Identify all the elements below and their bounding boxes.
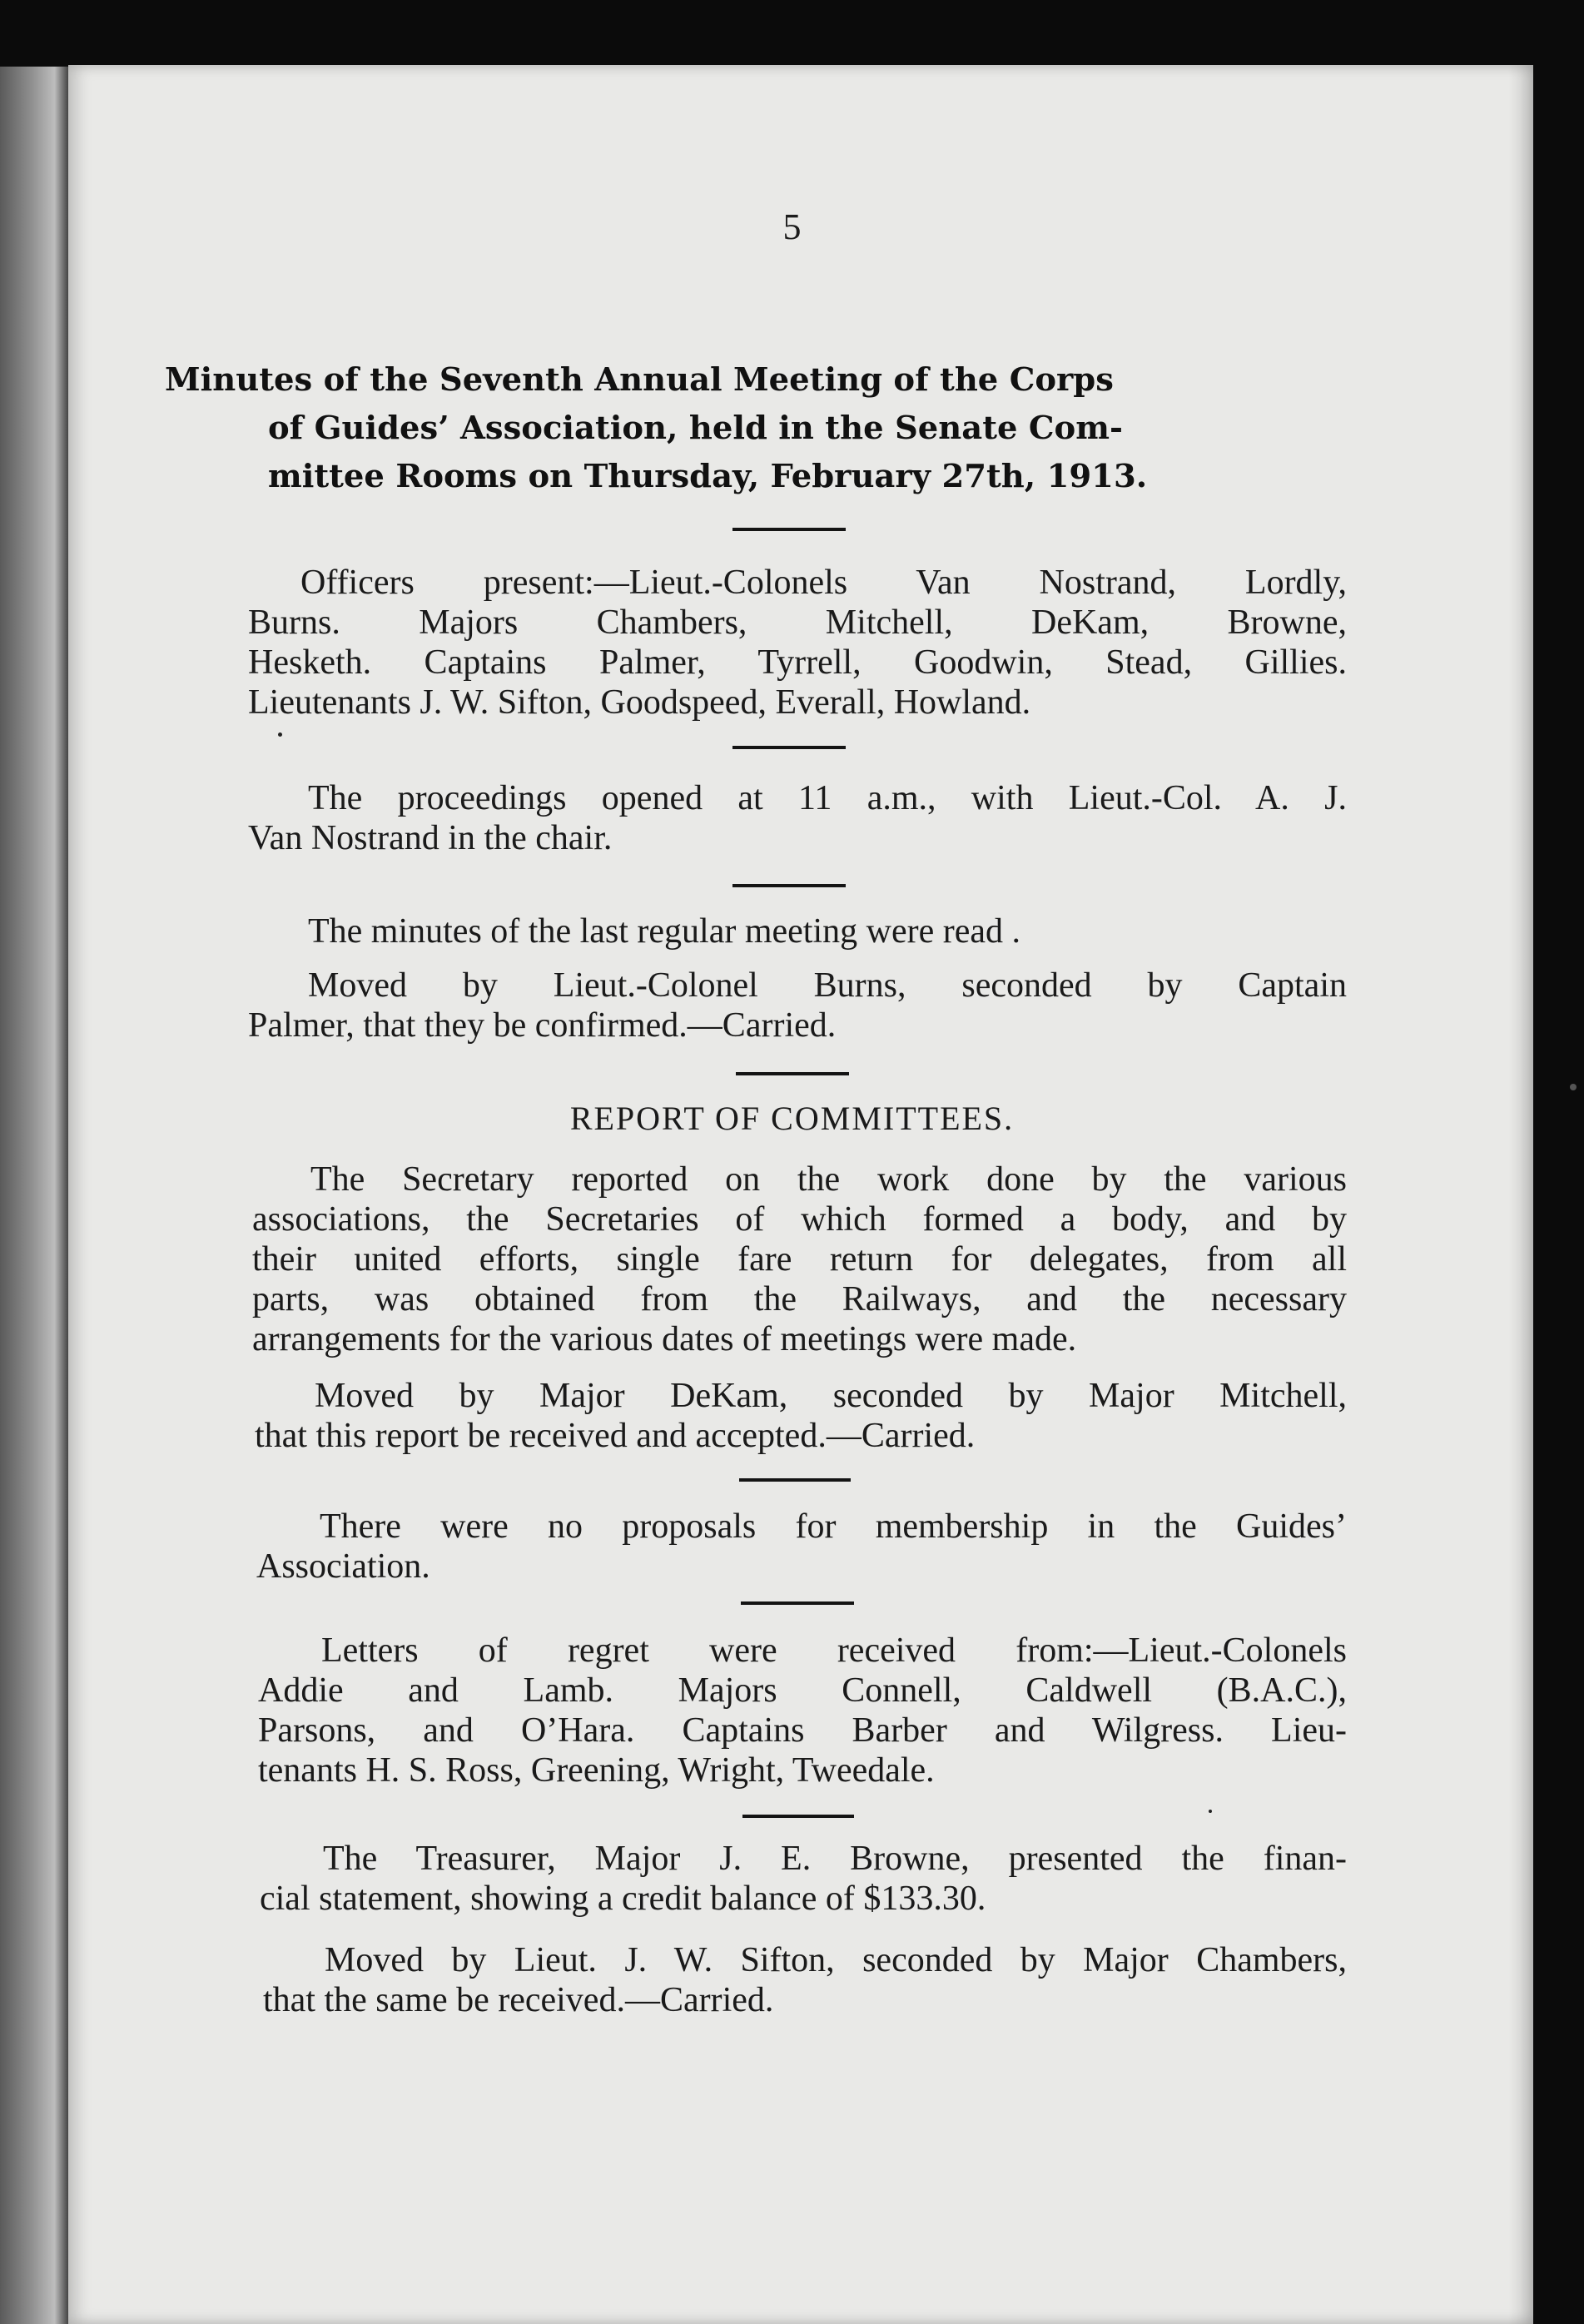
section-divider [732, 746, 846, 749]
section-divider [739, 1478, 851, 1482]
page-shadow [1508, 65, 1533, 2324]
report-motion-paragraph [255, 1376, 1347, 1456]
title-line: Minutes of the Seventh Annual Meeting of the Corps [165, 361, 1114, 399]
text-line: The Secretary reported on the work done by the various [310, 1160, 1347, 1199]
report-of-committees-heading: REPORT OF COMMITTEES. [569, 1100, 1015, 1137]
text-line: their united efforts, single fare return for delegates, from all [252, 1240, 1347, 1279]
minutes-title [165, 356, 1330, 501]
section-divider [732, 884, 846, 887]
treasurer-motion-paragraph [263, 1940, 1347, 2020]
secretary-report-paragraph [252, 1160, 1347, 1359]
text-line: There were no proposals for membership in the Guides’ [320, 1507, 1347, 1546]
minutes-read-paragraph [308, 911, 1020, 951]
text-line: that this report be received and accepted.—Carried. [255, 1417, 976, 1455]
previous-page-edge [0, 67, 68, 2324]
text-line: Moved by Lieut.-Colonel Burns, seconded by Captain [308, 966, 1347, 1005]
text-line: cial statement, showing a credit balance of $133.30. [260, 1880, 986, 1918]
text-line: Officers present:—Lieut.-Colonels Van Nostrand, Lordly, [300, 564, 1347, 602]
text-line: Van Nostrand in the chair. [248, 819, 613, 857]
text-line: that the same be received.—Carried. [263, 1981, 774, 2019]
text-line: arrangements for the various dates of meetings were made. [252, 1320, 1077, 1358]
text-line: Letters of regret were received from:—Lieut.-Colonels [321, 1631, 1347, 1670]
section-divider [736, 1072, 849, 1075]
text-line: Moved by Lieut. J. W. Sifton, seconded by Major Chambers, [325, 1941, 1347, 1979]
text-line: Palmer, that they be confirmed.—Carried. [248, 1006, 837, 1045]
text-line: associations, the Secretaries of which formed a body, and by [252, 1200, 1347, 1239]
text-line: Addie and Lamb. Majors Connell, Caldwell (B.A.C.), [258, 1671, 1347, 1710]
text-line: Parsons, and O’Hara. Captains Barber and Wilgress. Lieu- [258, 1711, 1347, 1750]
page-number: 5 [782, 206, 802, 247]
section-divider [742, 1815, 854, 1818]
paper-speck [278, 732, 282, 737]
officers-present-paragraph [248, 563, 1347, 723]
text-line: The Treasurer, Major J. E. Browne, presented the finan- [323, 1840, 1347, 1878]
minutes-motion-paragraph [248, 966, 1347, 1045]
section-divider [732, 528, 846, 531]
text-line: The proceedings opened at 11 a.m., with Lieut.-Col. A. J. [308, 779, 1347, 817]
title-line: mittee Rooms on Thursday, February 27th, 1913. [268, 458, 1148, 495]
paper-speck [1209, 1810, 1212, 1813]
text-line: Lieutenants J. W. Sifton, Goodspeed, Everall, Howland. [248, 683, 1031, 722]
text-line: Hesketh. Captains Palmer, Tyrrell, Goodwin, Stead, Gillies. [248, 643, 1347, 682]
text-line: tenants H. S. Ross, Greening, Wright, Tweedale. [258, 1751, 935, 1790]
text-line: parts, was obtained from the Railways, and the necessary [252, 1280, 1347, 1318]
text-line: Association. [256, 1547, 430, 1586]
membership-paragraph [256, 1507, 1347, 1587]
treasurer-paragraph [260, 1839, 1347, 1919]
text-line: Burns. Majors Chambers, Mitchell, DeKam, Browne, [248, 603, 1347, 642]
title-line: of Guides’ Association, held in the Senate Com- [268, 410, 1123, 447]
letters-of-regret-paragraph [258, 1631, 1347, 1790]
text-line: Moved by Major DeKam, seconded by Major Mitchell, [315, 1377, 1347, 1415]
proceedings-paragraph [248, 778, 1347, 858]
paper-speck [1570, 1084, 1577, 1090]
text-line: The minutes of the last regular meeting were read . [308, 912, 1020, 951]
section-divider [741, 1601, 854, 1605]
